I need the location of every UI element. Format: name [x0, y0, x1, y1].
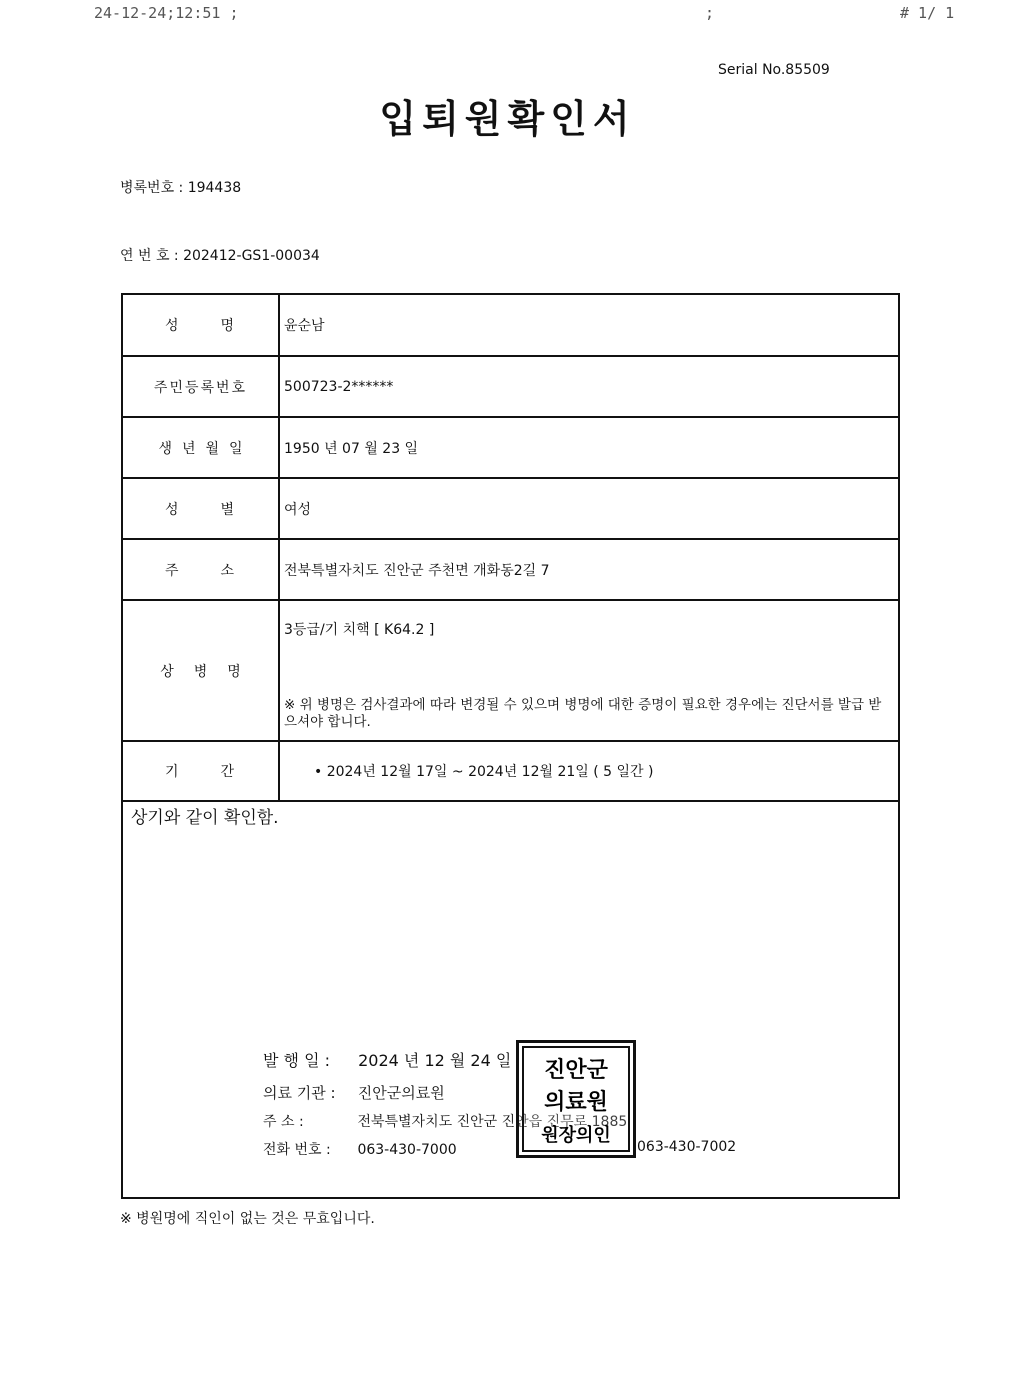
phone-label: 전화 번호 :	[263, 1142, 331, 1158]
row-gender	[123, 479, 898, 540]
row-period	[123, 742, 898, 802]
fax-header	[0, 4, 1015, 28]
fax-timestamp: 24-12-24;12:51 ;	[94, 4, 239, 22]
value-gender: 여성	[284, 501, 312, 518]
row-resident-number	[123, 357, 898, 418]
value-period: • 2024년 12월 17일 ~ 2024년 12월 21일 ( 5 일간 )	[314, 764, 654, 780]
seal-icon	[519, 1043, 633, 1155]
seal-line-3: 원장의인	[541, 1125, 611, 1146]
issuer-address-label: 주 소 :	[263, 1114, 304, 1130]
value-address: 전북특별자치도 진안군 주천면 개화동2길 7	[284, 562, 550, 579]
label-diagnosis: 상병명	[123, 601, 280, 740]
document-serial: 연 번 호 : 202412-GS1-00034	[120, 248, 320, 264]
label-period: 기간	[123, 742, 280, 800]
label-name: 성명	[123, 295, 280, 355]
institution-line	[263, 1082, 445, 1103]
registration-number: 병록번호 : 194438	[120, 180, 242, 196]
fax-page-count: # 1/ 1	[900, 4, 955, 22]
value-name: 윤순남	[284, 318, 325, 334]
diagnosis-note: ※ 위 병명은 검사결과에 따라 변경될 수 있으며 병명에 대한 증명이 필요한 경우에는 진단서를 발급 받으셔야 합니다.	[284, 697, 882, 730]
fax-value: 063-430-7002	[637, 1139, 737, 1155]
row-birthdate	[123, 418, 898, 479]
seal-line-1: 진안군	[544, 1057, 608, 1083]
diagnosis-cell	[284, 601, 886, 740]
official-seal-stamp	[516, 1040, 636, 1158]
confirmation-statement: 상기와 같이 확인함.	[131, 808, 279, 828]
row-address	[123, 540, 898, 601]
label-birthdate: 생년월일	[123, 418, 280, 477]
row-diagnosis	[123, 601, 898, 742]
row-name	[123, 295, 898, 357]
certificate-table	[121, 293, 900, 1199]
issuer-address-value: 전북특별자치도 진안군 진안읍 진무로 1885	[357, 1114, 628, 1130]
issue-date-line	[263, 1048, 511, 1071]
serial-number-label: Serial No.85509	[718, 62, 830, 78]
value-resident-number: 500723-2******	[284, 378, 394, 395]
seal-line-2: 의료원	[544, 1089, 608, 1115]
value-birthdate: 1950 년 07 월 23 일	[284, 440, 419, 457]
document-title: 입퇴원확인서	[379, 97, 636, 141]
phone-value: 063-430-7000	[357, 1142, 457, 1158]
phone-line	[263, 1139, 737, 1159]
seal-validity-footnote: ※ 병원명에 직인이 없는 것은 무효입니다.	[120, 1211, 375, 1227]
value-diagnosis: 3등급/기 치핵 [ K64.2 ]	[284, 622, 435, 638]
institution-value: 진안군의료원	[357, 1084, 445, 1102]
issue-date-value: 2024 년 12 월 24 일	[358, 1051, 512, 1070]
label-resident-number: 주민등록번호	[123, 357, 280, 416]
fax-separator: ;	[705, 4, 715, 22]
institution-label: 의료 기관 :	[263, 1084, 336, 1102]
label-address: 주소	[123, 540, 280, 599]
issue-date-label: 발 행 일 :	[263, 1051, 331, 1070]
label-gender: 성별	[123, 479, 280, 538]
